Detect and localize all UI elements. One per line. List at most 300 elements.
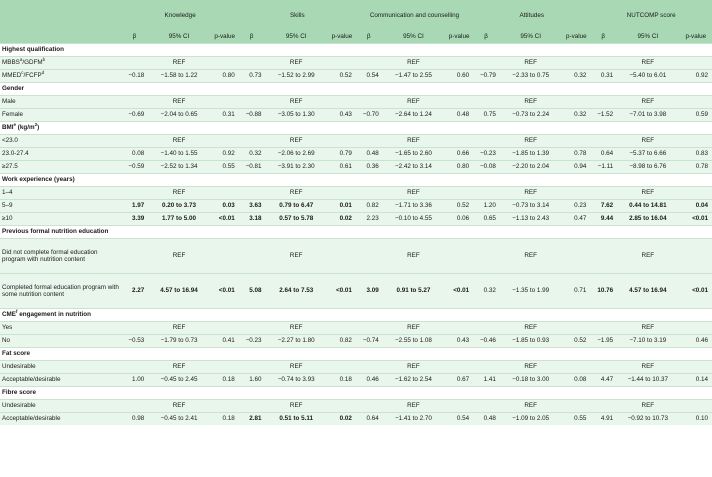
pvalue-cell: 0.31: [211, 109, 239, 122]
ref-cell: REF: [265, 187, 328, 200]
pvalue-cell: 0.06: [445, 213, 473, 226]
beta-cell: 7.62: [590, 200, 616, 213]
beta-cell: [356, 96, 382, 109]
beta-cell: [239, 135, 265, 148]
pvalue-cell: [211, 135, 239, 148]
section-header-row: [0, 174, 712, 187]
beta-cell: [122, 322, 148, 335]
ci-cell: −0.92 to 10.73: [616, 413, 679, 426]
ci-cell: −0.45 to 2.41: [147, 413, 210, 426]
beta-cell: 0.48: [356, 148, 382, 161]
header-beta: β: [473, 31, 499, 44]
ref-cell: REF: [499, 239, 562, 274]
header-group: NUTCOMP score: [590, 0, 712, 31]
pvalue-cell: 0.10: [680, 413, 712, 426]
beta-cell: −0.81: [239, 161, 265, 174]
ref-cell: REF: [616, 322, 679, 335]
header-ci: 95% CI: [265, 31, 328, 44]
pvalue-cell: 0.47: [562, 213, 590, 226]
beta-cell: −0.18: [122, 70, 148, 83]
pvalue-cell: 0.52: [562, 335, 590, 348]
pvalue-cell: 0.54: [445, 413, 473, 426]
pvalue-cell: 0.60: [445, 70, 473, 83]
ref-cell: REF: [499, 96, 562, 109]
beta-cell: 9.44: [590, 213, 616, 226]
beta-cell: [590, 135, 616, 148]
beta-cell: [590, 57, 616, 70]
ci-cell: −2.04 to 0.65: [147, 109, 210, 122]
row-label: <23.0: [0, 135, 122, 148]
pvalue-cell: 0.46: [680, 335, 712, 348]
ci-cell: −2.42 to 3.14: [382, 161, 445, 174]
row-label: Did not complete formal education program with nutrition content: [0, 239, 122, 274]
beta-cell: [122, 135, 148, 148]
pvalue-cell: 0.61: [328, 161, 356, 174]
beta-cell: [590, 187, 616, 200]
section-header-row: [0, 44, 712, 57]
header-corner: [0, 31, 122, 44]
section-header-row: [0, 348, 712, 361]
header-ci: 95% CI: [499, 31, 562, 44]
ci-cell: −0.18 to 3.00: [499, 374, 562, 387]
ci-cell: −3.91 to 2.30: [265, 161, 328, 174]
pvalue-cell: 0.18: [211, 413, 239, 426]
pvalue-cell: 0.79: [328, 148, 356, 161]
section-title: Work experience (years): [0, 174, 712, 187]
table-row: [0, 274, 712, 309]
beta-cell: −0.08: [473, 161, 499, 174]
ci-cell: −3.05 to 1.30: [265, 109, 328, 122]
header-pvalue: p-value: [680, 31, 712, 44]
ci-cell: 4.57 to 16.94: [147, 274, 210, 309]
beta-cell: 0.82: [356, 200, 382, 213]
section-header-row: [0, 387, 712, 400]
beta-cell: 0.98: [122, 413, 148, 426]
pvalue-cell: [562, 96, 590, 109]
pvalue-cell: [328, 322, 356, 335]
pvalue-cell: [328, 57, 356, 70]
beta-cell: [239, 239, 265, 274]
pvalue-cell: [328, 239, 356, 274]
table-row: [0, 96, 712, 109]
pvalue-cell: [211, 57, 239, 70]
table-row: [0, 161, 712, 174]
beta-cell: [356, 57, 382, 70]
ci-cell: −2.06 to 2.69: [265, 148, 328, 161]
ref-cell: REF: [382, 322, 445, 335]
pvalue-cell: 0.32: [562, 70, 590, 83]
pvalue-cell: 0.41: [211, 335, 239, 348]
beta-cell: 1.97: [122, 200, 148, 213]
pvalue-cell: [328, 400, 356, 413]
pvalue-cell: [680, 361, 712, 374]
beta-cell: 0.65: [473, 213, 499, 226]
beta-cell: [473, 239, 499, 274]
row-label: 5–9: [0, 200, 122, 213]
ci-cell: −0.73 to 3.14: [499, 200, 562, 213]
pvalue-cell: [562, 187, 590, 200]
ci-cell: −1.62 to 2.54: [382, 374, 445, 387]
pvalue-cell: 0.71: [562, 274, 590, 309]
pvalue-cell: [211, 322, 239, 335]
table-row: [0, 400, 712, 413]
pvalue-cell: 0.92: [680, 70, 712, 83]
pvalue-cell: [680, 57, 712, 70]
ci-cell: −8.98 to 6.76: [616, 161, 679, 174]
section-header-row: [0, 309, 712, 322]
section-title: Highest qualification: [0, 44, 712, 57]
ref-cell: REF: [616, 361, 679, 374]
beta-cell: 3.18: [239, 213, 265, 226]
pvalue-cell: [328, 187, 356, 200]
ref-cell: REF: [382, 57, 445, 70]
pvalue-cell: 0.43: [328, 109, 356, 122]
pvalue-cell: 0.59: [680, 109, 712, 122]
pvalue-cell: [680, 135, 712, 148]
pvalue-cell: 0.92: [211, 148, 239, 161]
ci-cell: −1.71 to 3.36: [382, 200, 445, 213]
header-beta: β: [590, 31, 616, 44]
pvalue-cell: [562, 135, 590, 148]
pvalue-cell: 0.52: [445, 200, 473, 213]
pvalue-cell: 0.55: [562, 413, 590, 426]
ref-cell: REF: [499, 187, 562, 200]
ci-cell: −5.37 to 6.66: [616, 148, 679, 161]
ci-cell: −0.73 to 2.24: [499, 109, 562, 122]
pvalue-cell: <0.01: [211, 213, 239, 226]
pvalue-cell: 0.43: [445, 335, 473, 348]
beta-cell: 10.76: [590, 274, 616, 309]
beta-cell: [239, 57, 265, 70]
header-group: Attitudes: [473, 0, 590, 31]
section-title: Previous formal nutrition education: [0, 226, 712, 239]
pvalue-cell: [680, 400, 712, 413]
beta-cell: [590, 96, 616, 109]
row-label: Completed formal education program with some nutrition content: [0, 274, 122, 309]
section-header-row: [0, 83, 712, 96]
ref-cell: REF: [265, 322, 328, 335]
ref-cell: REF: [265, 96, 328, 109]
beta-cell: 5.08: [239, 274, 265, 309]
pvalue-cell: 0.80: [211, 70, 239, 83]
beta-cell: 1.00: [122, 374, 148, 387]
ci-cell: −7.10 to 3.19: [616, 335, 679, 348]
table-row: [0, 135, 712, 148]
header-pvalue: p-value: [562, 31, 590, 44]
row-label: 1–4: [0, 187, 122, 200]
pvalue-cell: 0.02: [328, 413, 356, 426]
pvalue-cell: [445, 400, 473, 413]
beta-cell: [590, 239, 616, 274]
ref-cell: REF: [616, 239, 679, 274]
pvalue-cell: [328, 361, 356, 374]
table-row: [0, 374, 712, 387]
pvalue-cell: [562, 239, 590, 274]
ref-cell: REF: [265, 400, 328, 413]
ref-cell: REF: [382, 96, 445, 109]
pvalue-cell: 0.94: [562, 161, 590, 174]
ref-cell: REF: [147, 57, 210, 70]
header-ci: 95% CI: [616, 31, 679, 44]
beta-cell: [122, 96, 148, 109]
ci-cell: −2.20 to 2.04: [499, 161, 562, 174]
ref-cell: REF: [147, 239, 210, 274]
ref-cell: REF: [616, 187, 679, 200]
ci-cell: 0.79 to 6.47: [265, 200, 328, 213]
ref-cell: REF: [382, 187, 445, 200]
ci-cell: 4.57 to 16.94: [616, 274, 679, 309]
beta-cell: [590, 361, 616, 374]
section-title: Gender: [0, 83, 712, 96]
beta-cell: −1.95: [590, 335, 616, 348]
table-row: [0, 148, 712, 161]
ci-cell: −1.58 to 1.22: [147, 70, 210, 83]
beta-cell: 0.75: [473, 109, 499, 122]
pvalue-cell: 0.52: [328, 70, 356, 83]
table-row: [0, 335, 712, 348]
pvalue-cell: [445, 361, 473, 374]
beta-cell: −0.74: [356, 335, 382, 348]
table-body: [0, 44, 712, 426]
pvalue-cell: 0.18: [328, 374, 356, 387]
pvalue-cell: 0.14: [680, 374, 712, 387]
ci-cell: −1.65 to 2.60: [382, 148, 445, 161]
header-beta: β: [356, 31, 382, 44]
ref-cell: REF: [147, 322, 210, 335]
beta-cell: [239, 361, 265, 374]
beta-cell: −0.88: [239, 109, 265, 122]
pvalue-cell: [211, 96, 239, 109]
pvalue-cell: 0.67: [445, 374, 473, 387]
header-beta: β: [122, 31, 148, 44]
ci-cell: −2.27 to 1.80: [265, 335, 328, 348]
pvalue-cell: [562, 57, 590, 70]
ci-cell: 0.91 to 5.27: [382, 274, 445, 309]
beta-cell: 2.27: [122, 274, 148, 309]
ref-cell: REF: [265, 361, 328, 374]
beta-cell: [473, 322, 499, 335]
ref-cell: REF: [382, 400, 445, 413]
beta-cell: [473, 361, 499, 374]
ci-cell: −1.35 to 1.99: [499, 274, 562, 309]
row-label: ≥10: [0, 213, 122, 226]
beta-cell: −0.79: [473, 70, 499, 83]
row-label: MMED$^c$/FCFP$^d$: [0, 70, 122, 83]
beta-cell: [473, 96, 499, 109]
table-row: [0, 200, 712, 213]
pvalue-cell: <0.01: [680, 274, 712, 309]
pvalue-cell: [211, 239, 239, 274]
ci-cell: −2.64 to 1.24: [382, 109, 445, 122]
ci-cell: 0.51 to 5.11: [265, 413, 328, 426]
beta-cell: 4.47: [590, 374, 616, 387]
beta-cell: [356, 322, 382, 335]
beta-cell: [122, 57, 148, 70]
ci-cell: −1.44 to 10.37: [616, 374, 679, 387]
pvalue-cell: 0.78: [680, 161, 712, 174]
beta-cell: 0.73: [239, 70, 265, 83]
beta-cell: −0.59: [122, 161, 148, 174]
ci-cell: −1.09 to 2.05: [499, 413, 562, 426]
ci-cell: −1.13 to 2.43: [499, 213, 562, 226]
ref-cell: REF: [265, 57, 328, 70]
pvalue-cell: [445, 96, 473, 109]
row-label: ≥27.5: [0, 161, 122, 174]
pvalue-cell: 0.01: [328, 200, 356, 213]
beta-cell: 0.36: [356, 161, 382, 174]
ci-cell: −2.55 to 1.08: [382, 335, 445, 348]
beta-cell: [590, 322, 616, 335]
section-header-row: [0, 122, 712, 135]
table-row: [0, 109, 712, 122]
pvalue-cell: [680, 322, 712, 335]
pvalue-cell: 0.02: [328, 213, 356, 226]
ci-cell: −1.85 to 0.93: [499, 335, 562, 348]
pvalue-cell: 0.83: [680, 148, 712, 161]
pvalue-cell: [445, 239, 473, 274]
section-title: CME$^f$ engagement in nutrition: [0, 309, 712, 322]
ref-cell: REF: [147, 96, 210, 109]
beta-cell: 0.31: [590, 70, 616, 83]
header-corner: [0, 0, 122, 31]
row-label: Acceptable/desirable: [0, 413, 122, 426]
beta-cell: 2.23: [356, 213, 382, 226]
ref-cell: REF: [499, 57, 562, 70]
pvalue-cell: 0.48: [445, 109, 473, 122]
ci-cell: 2.64 to 7.53: [265, 274, 328, 309]
table-row: [0, 239, 712, 274]
pvalue-cell: [562, 400, 590, 413]
beta-cell: [122, 361, 148, 374]
beta-cell: [122, 239, 148, 274]
beta-cell: 4.91: [590, 413, 616, 426]
table-row: [0, 57, 712, 70]
pvalue-cell: [562, 322, 590, 335]
row-label: Yes: [0, 322, 122, 335]
ref-cell: REF: [147, 187, 210, 200]
row-label: No: [0, 335, 122, 348]
beta-cell: 1.60: [239, 374, 265, 387]
ci-cell: −7.01 to 3.98: [616, 109, 679, 122]
header-group: Knowledge: [122, 0, 239, 31]
section-title: BMI$^e$ $(kg/m^2)$: [0, 122, 712, 135]
ref-cell: REF: [265, 135, 328, 148]
ci-cell: 1.77 to 5.00: [147, 213, 210, 226]
ci-cell: −1.52 to 2.99: [265, 70, 328, 83]
beta-cell: −0.69: [122, 109, 148, 122]
beta-cell: −0.23: [473, 148, 499, 161]
header-pvalue: p-value: [445, 31, 473, 44]
ref-cell: REF: [499, 135, 562, 148]
ref-cell: REF: [382, 135, 445, 148]
ref-cell: REF: [616, 57, 679, 70]
beta-cell: [356, 135, 382, 148]
pvalue-cell: [680, 187, 712, 200]
ci-cell: −2.52 to 1.34: [147, 161, 210, 174]
pvalue-cell: 0.23: [562, 200, 590, 213]
beta-cell: [239, 96, 265, 109]
beta-cell: [122, 400, 148, 413]
beta-cell: −1.52: [590, 109, 616, 122]
header-group: Communication and counselling: [356, 0, 473, 31]
table-header: [0, 0, 712, 44]
beta-cell: [239, 322, 265, 335]
pvalue-cell: 0.80: [445, 161, 473, 174]
ci-cell: −1.47 to 2.55: [382, 70, 445, 83]
table-row: [0, 70, 712, 83]
row-label: Female: [0, 109, 122, 122]
beta-cell: 0.64: [356, 413, 382, 426]
header-ci: 95% CI: [382, 31, 445, 44]
beta-cell: [473, 400, 499, 413]
ci-cell: 0.20 to 3.73: [147, 200, 210, 213]
ci-cell: −2.33 to 0.75: [499, 70, 562, 83]
section-title: Fat score: [0, 348, 712, 361]
beta-cell: 0.48: [473, 413, 499, 426]
row-label: Undesirable: [0, 361, 122, 374]
footnote-marker: f: [16, 309, 18, 315]
pvalue-cell: [328, 135, 356, 148]
superscript: 2: [34, 122, 38, 128]
footnote-marker: b: [42, 57, 46, 63]
ref-cell: REF: [499, 322, 562, 335]
pvalue-cell: 0.18: [211, 374, 239, 387]
beta-cell: 1.20: [473, 200, 499, 213]
beta-cell: 0.08: [122, 148, 148, 161]
row-label: Undesirable: [0, 400, 122, 413]
pvalue-cell: <0.01: [211, 274, 239, 309]
pvalue-cell: [211, 187, 239, 200]
beta-cell: 0.54: [356, 70, 382, 83]
ref-cell: REF: [382, 361, 445, 374]
beta-cell: [356, 361, 382, 374]
pvalue-cell: [562, 361, 590, 374]
pvalue-cell: <0.01: [328, 274, 356, 309]
beta-cell: 0.64: [590, 148, 616, 161]
ref-cell: REF: [616, 400, 679, 413]
pvalue-cell: [445, 187, 473, 200]
beta-cell: 0.32: [473, 274, 499, 309]
ref-cell: REF: [499, 361, 562, 374]
beta-cell: 3.63: [239, 200, 265, 213]
ref-cell: REF: [147, 400, 210, 413]
pvalue-cell: [445, 322, 473, 335]
beta-cell: 1.41: [473, 374, 499, 387]
ci-cell: −5.40 to 6.01: [616, 70, 679, 83]
table-row: [0, 213, 712, 226]
beta-cell: 3.39: [122, 213, 148, 226]
footnote-marker: d: [41, 70, 45, 76]
ci-cell: −1.79 to 0.73: [147, 335, 210, 348]
pvalue-cell: [680, 96, 712, 109]
footnote-marker: c: [21, 70, 24, 76]
pvalue-cell: 0.32: [562, 109, 590, 122]
pvalue-cell: [445, 57, 473, 70]
ref-cell: REF: [265, 239, 328, 274]
pvalue-cell: 0.03: [211, 200, 239, 213]
row-label: Male: [0, 96, 122, 109]
beta-cell: [239, 187, 265, 200]
row-label: MBBS$^a$/GDFM$^b$: [0, 57, 122, 70]
beta-cell: [473, 187, 499, 200]
pvalue-cell: 0.82: [328, 335, 356, 348]
beta-cell: [473, 135, 499, 148]
header-group: Skills: [239, 0, 356, 31]
beta-cell: −0.23: [239, 335, 265, 348]
row-label: Acceptable/desirable: [0, 374, 122, 387]
beta-cell: 0.32: [239, 148, 265, 161]
beta-cell: 3.09: [356, 274, 382, 309]
